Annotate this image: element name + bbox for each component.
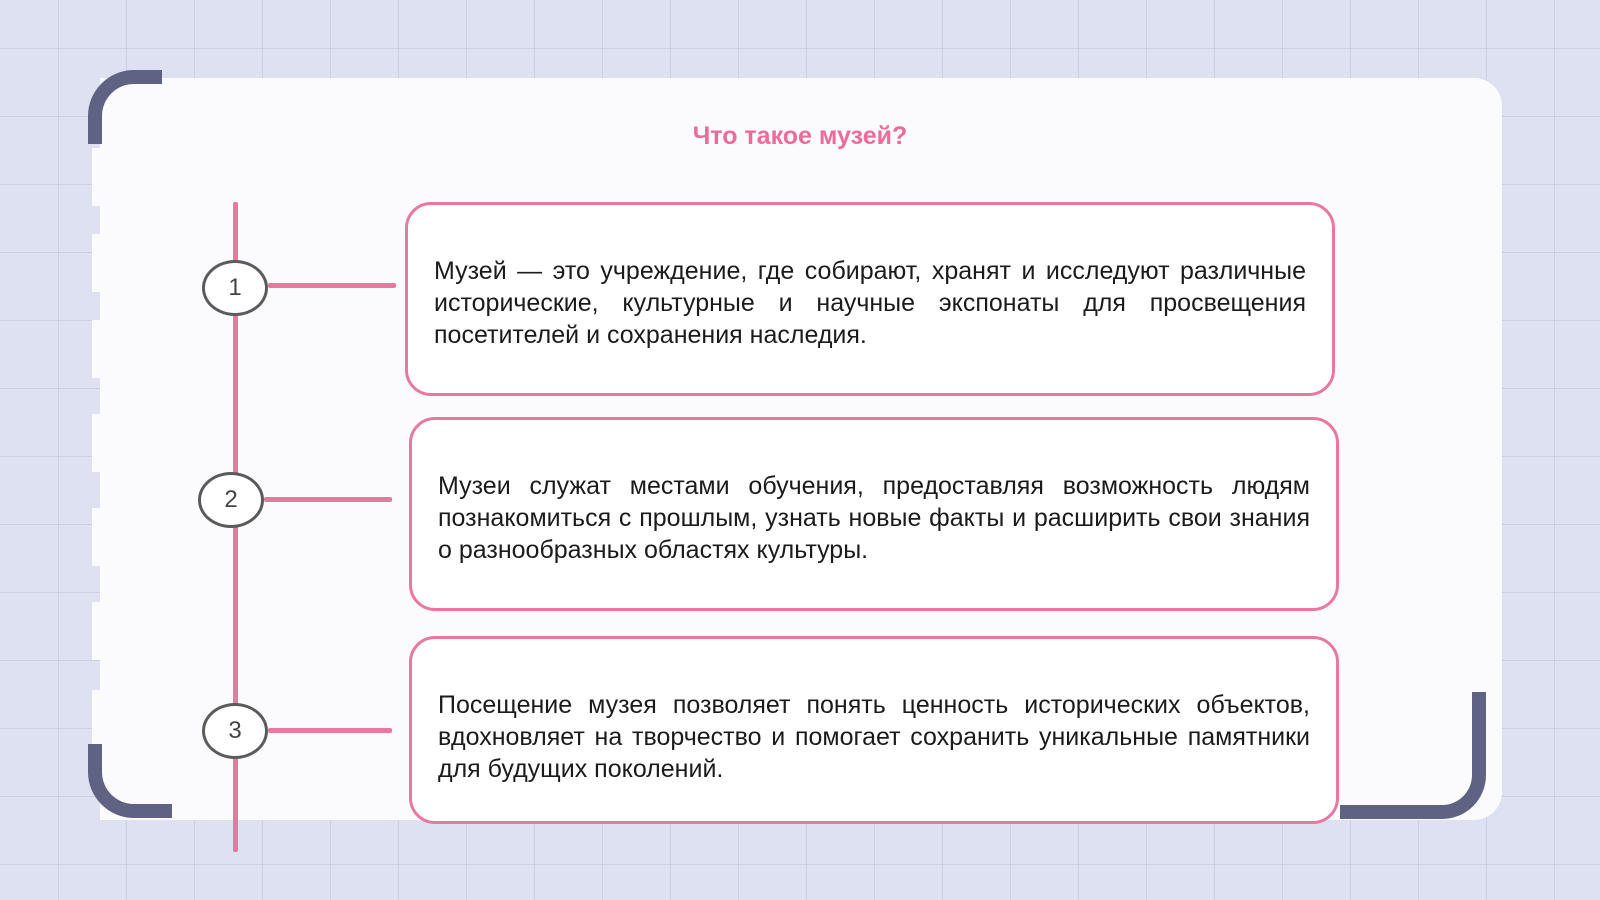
step-number-2: 2 [198,472,264,528]
info-box-2 [409,417,1339,611]
step-number-3: 3 [202,703,268,759]
connector-3 [268,728,392,733]
connector-1 [268,283,396,288]
connector-2 [264,497,392,502]
info-text-3: Посещение музея позволяет понять ценность исторических объектов, вдохновляет на творчество и помогает сохранить уникальные памятники для будущих поколений. [438,691,1310,783]
frame-corner-bottom-right [1340,692,1486,819]
info-box-1 [405,202,1335,396]
info-text-1: Музей — это учреждение, где собирают, хранят и исследуют различные исторические, культурные и научные экспонаты для просвещения посетителей и сохранения наследия. [434,257,1306,349]
slide-title: Что такое музей? [692,122,908,150]
info-box-3 [409,636,1339,824]
step-number-1: 1 [202,260,268,316]
info-text-2: Музеи служат местами обучения, предоставляя возможность людям познакомиться с прошлым, узнать новые факты и расширить свои знания о разнообразных областях культуры. [438,472,1310,564]
